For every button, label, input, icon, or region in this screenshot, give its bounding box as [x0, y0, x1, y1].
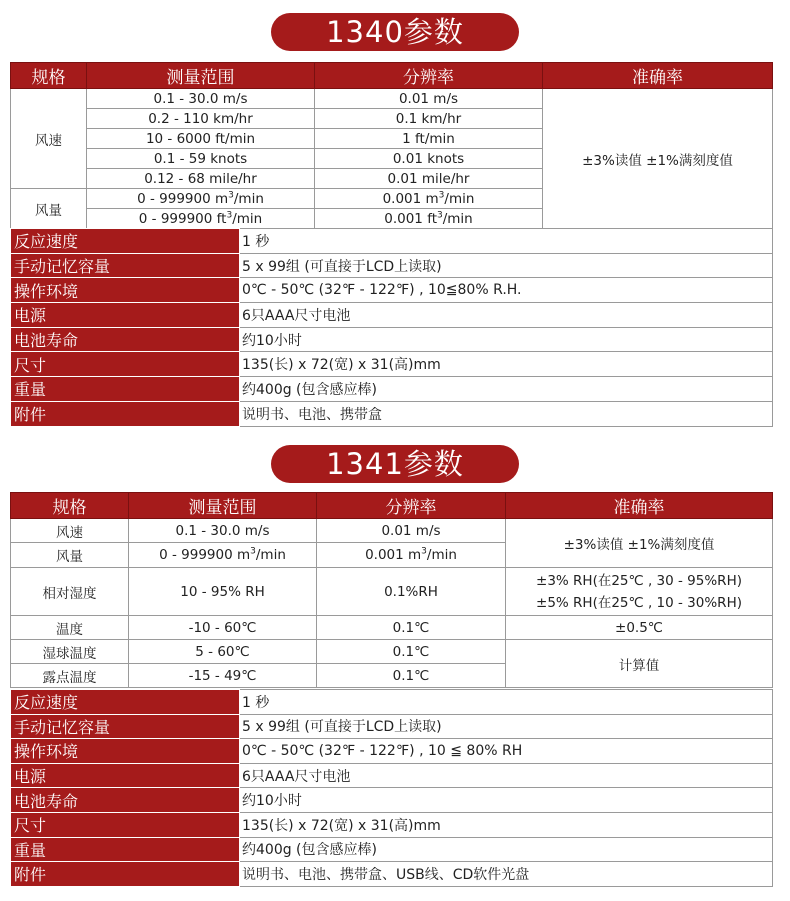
info-value: 135(长) x 72(宽) x 31(高)mm [240, 812, 773, 837]
info-table-1340 [10, 228, 773, 427]
wind-speed-label: 风速 [11, 519, 129, 543]
info-value: 约10小时 [240, 327, 773, 352]
range-cell: -15 - 49℃ [129, 664, 317, 688]
info-key: 操作环境 [11, 278, 240, 303]
spec-table-1340 [10, 62, 773, 229]
range-cell: 0 - 999900 $m^3/\min$ [87, 189, 315, 209]
wet-bulb-label: 湿球温度 [11, 640, 129, 664]
accuracy-line: ±3% RH(在25℃ , 30 - 95%RH) [536, 572, 742, 589]
info-value: 0℃ - 50℃ (32℉ - 122℉) , 10 ≦ 80% RH [240, 739, 773, 764]
resolution-cell: 0.01 mile/hr [315, 169, 543, 189]
info-key: 反应速度 [11, 229, 240, 254]
range-cell: 10 - 95% RH [129, 568, 317, 616]
dew-point-label: 露点温度 [11, 664, 129, 688]
temperature-accuracy-cell: ±0.5℃ [506, 616, 773, 640]
info-value: 6只AAA尺寸电池 [240, 763, 773, 788]
range-cell: 0.12 - 68 mile/hr [87, 169, 315, 189]
range-cell: 0.2 - 110 km/hr [87, 109, 315, 129]
title-1340: 1340参数 [271, 13, 519, 51]
info-key: 手动记忆容量 [11, 253, 240, 278]
info-key: 手动记忆容量 [11, 714, 240, 739]
info-key: 反应速度 [11, 690, 240, 715]
resolution-cell: 0.001 $m^3/\min$ [317, 543, 506, 568]
range-cell: 0.1 - 59 knots [87, 149, 315, 169]
info-value: 1 秒 [240, 229, 773, 254]
wind-volume-label: 风量 [11, 543, 129, 568]
resolution-cell: 0.01 m/s [315, 89, 543, 109]
range-cell: 0.1 - 30.0 m/s [129, 519, 317, 543]
info-value: 约10小时 [240, 788, 773, 813]
header-spec: 规格 [11, 63, 87, 89]
resolution-cell: 0.001 $m^3/\min$ [315, 189, 543, 209]
wind-volume-label: 风量 [11, 189, 87, 229]
info-value: 6只AAA尺寸电池 [240, 303, 773, 328]
wind-speed-label: 风速 [11, 89, 87, 189]
humidity-accuracy-cell [506, 568, 773, 616]
resolution-cell: 0.1 km/hr [315, 109, 543, 129]
info-key: 尺寸 [11, 352, 240, 377]
info-value: 135(长) x 72(宽) x 31(高)mm [240, 352, 773, 377]
range-cell: 5 - 60℃ [129, 640, 317, 664]
info-value: 说明书、电池、携带盒 [240, 401, 773, 426]
resolution-cell: 0.01 m/s [317, 519, 506, 543]
info-value: 说明书、电池、携带盒、USB线、CD软件光盘 [240, 862, 773, 887]
header-resolution: 分辨率 [317, 493, 506, 519]
range-cell: -10 - 60℃ [129, 616, 317, 640]
resolution-cell: 1 ft/min [315, 129, 543, 149]
info-table-1341 [10, 689, 773, 887]
resolution-cell: 0.01 knots [315, 149, 543, 169]
info-value: 5 x 99组 (可直接于LCD上读取) [240, 253, 773, 278]
header-resolution: 分辨率 [315, 63, 543, 89]
resolution-cell: 0.001 $ft^3/\min$ [315, 209, 543, 229]
header-range: 测量范围 [87, 63, 315, 89]
range-cell: 0 - 999900 $ft^3/\min$ [87, 209, 315, 229]
header-accuracy: 准确率 [543, 63, 773, 89]
calc-accuracy-cell: 计算值 [506, 640, 773, 688]
resolution-cell: 0.1℃ [317, 616, 506, 640]
info-key: 电源 [11, 763, 240, 788]
info-key: 附件 [11, 401, 240, 426]
resolution-cell: 0.1%RH [317, 568, 506, 616]
humidity-label: 相对湿度 [11, 568, 129, 616]
info-key: 重量 [11, 377, 240, 402]
spec-table-1341 [10, 492, 773, 688]
resolution-cell: 0.1℃ [317, 640, 506, 664]
info-value: 5 x 99组 (可直接于LCD上读取) [240, 714, 773, 739]
info-key: 电源 [11, 303, 240, 328]
header-spec: 规格 [11, 493, 129, 519]
resolution-cell: 0.1℃ [317, 664, 506, 688]
info-key: 电池寿命 [11, 788, 240, 813]
header-accuracy: 准确率 [506, 493, 773, 519]
flow-accuracy-cell: ±3%读值 ±1%满刻度值 [506, 519, 773, 568]
accuracy-line: ±5% RH(在25℃ , 10 - 30%RH) [536, 594, 742, 611]
info-key: 操作环境 [11, 739, 240, 764]
range-cell: 0.1 - 30.0 m/s [87, 89, 315, 109]
info-value: 约400g (包含感应棒) [240, 377, 773, 402]
title-1341: 1341参数 [271, 445, 519, 483]
range-cell: 0 - 999900 $m^3/\min$ [129, 543, 317, 568]
info-value: 1 秒 [240, 690, 773, 715]
info-key: 重量 [11, 837, 240, 862]
temperature-label: 温度 [11, 616, 129, 640]
info-key: 电池寿命 [11, 327, 240, 352]
accuracy-cell: ±3%读值 ±1%满刻度值 [543, 89, 773, 229]
header-range: 测量范围 [129, 493, 317, 519]
info-key: 尺寸 [11, 812, 240, 837]
info-value: 约400g (包含感应棒) [240, 837, 773, 862]
info-key: 附件 [11, 862, 240, 887]
range-cell: 10 - 6000 ft/min [87, 129, 315, 149]
info-value: 0℃ - 50℃ (32℉ - 122℉) , 10≦80% R.H. [240, 278, 773, 303]
